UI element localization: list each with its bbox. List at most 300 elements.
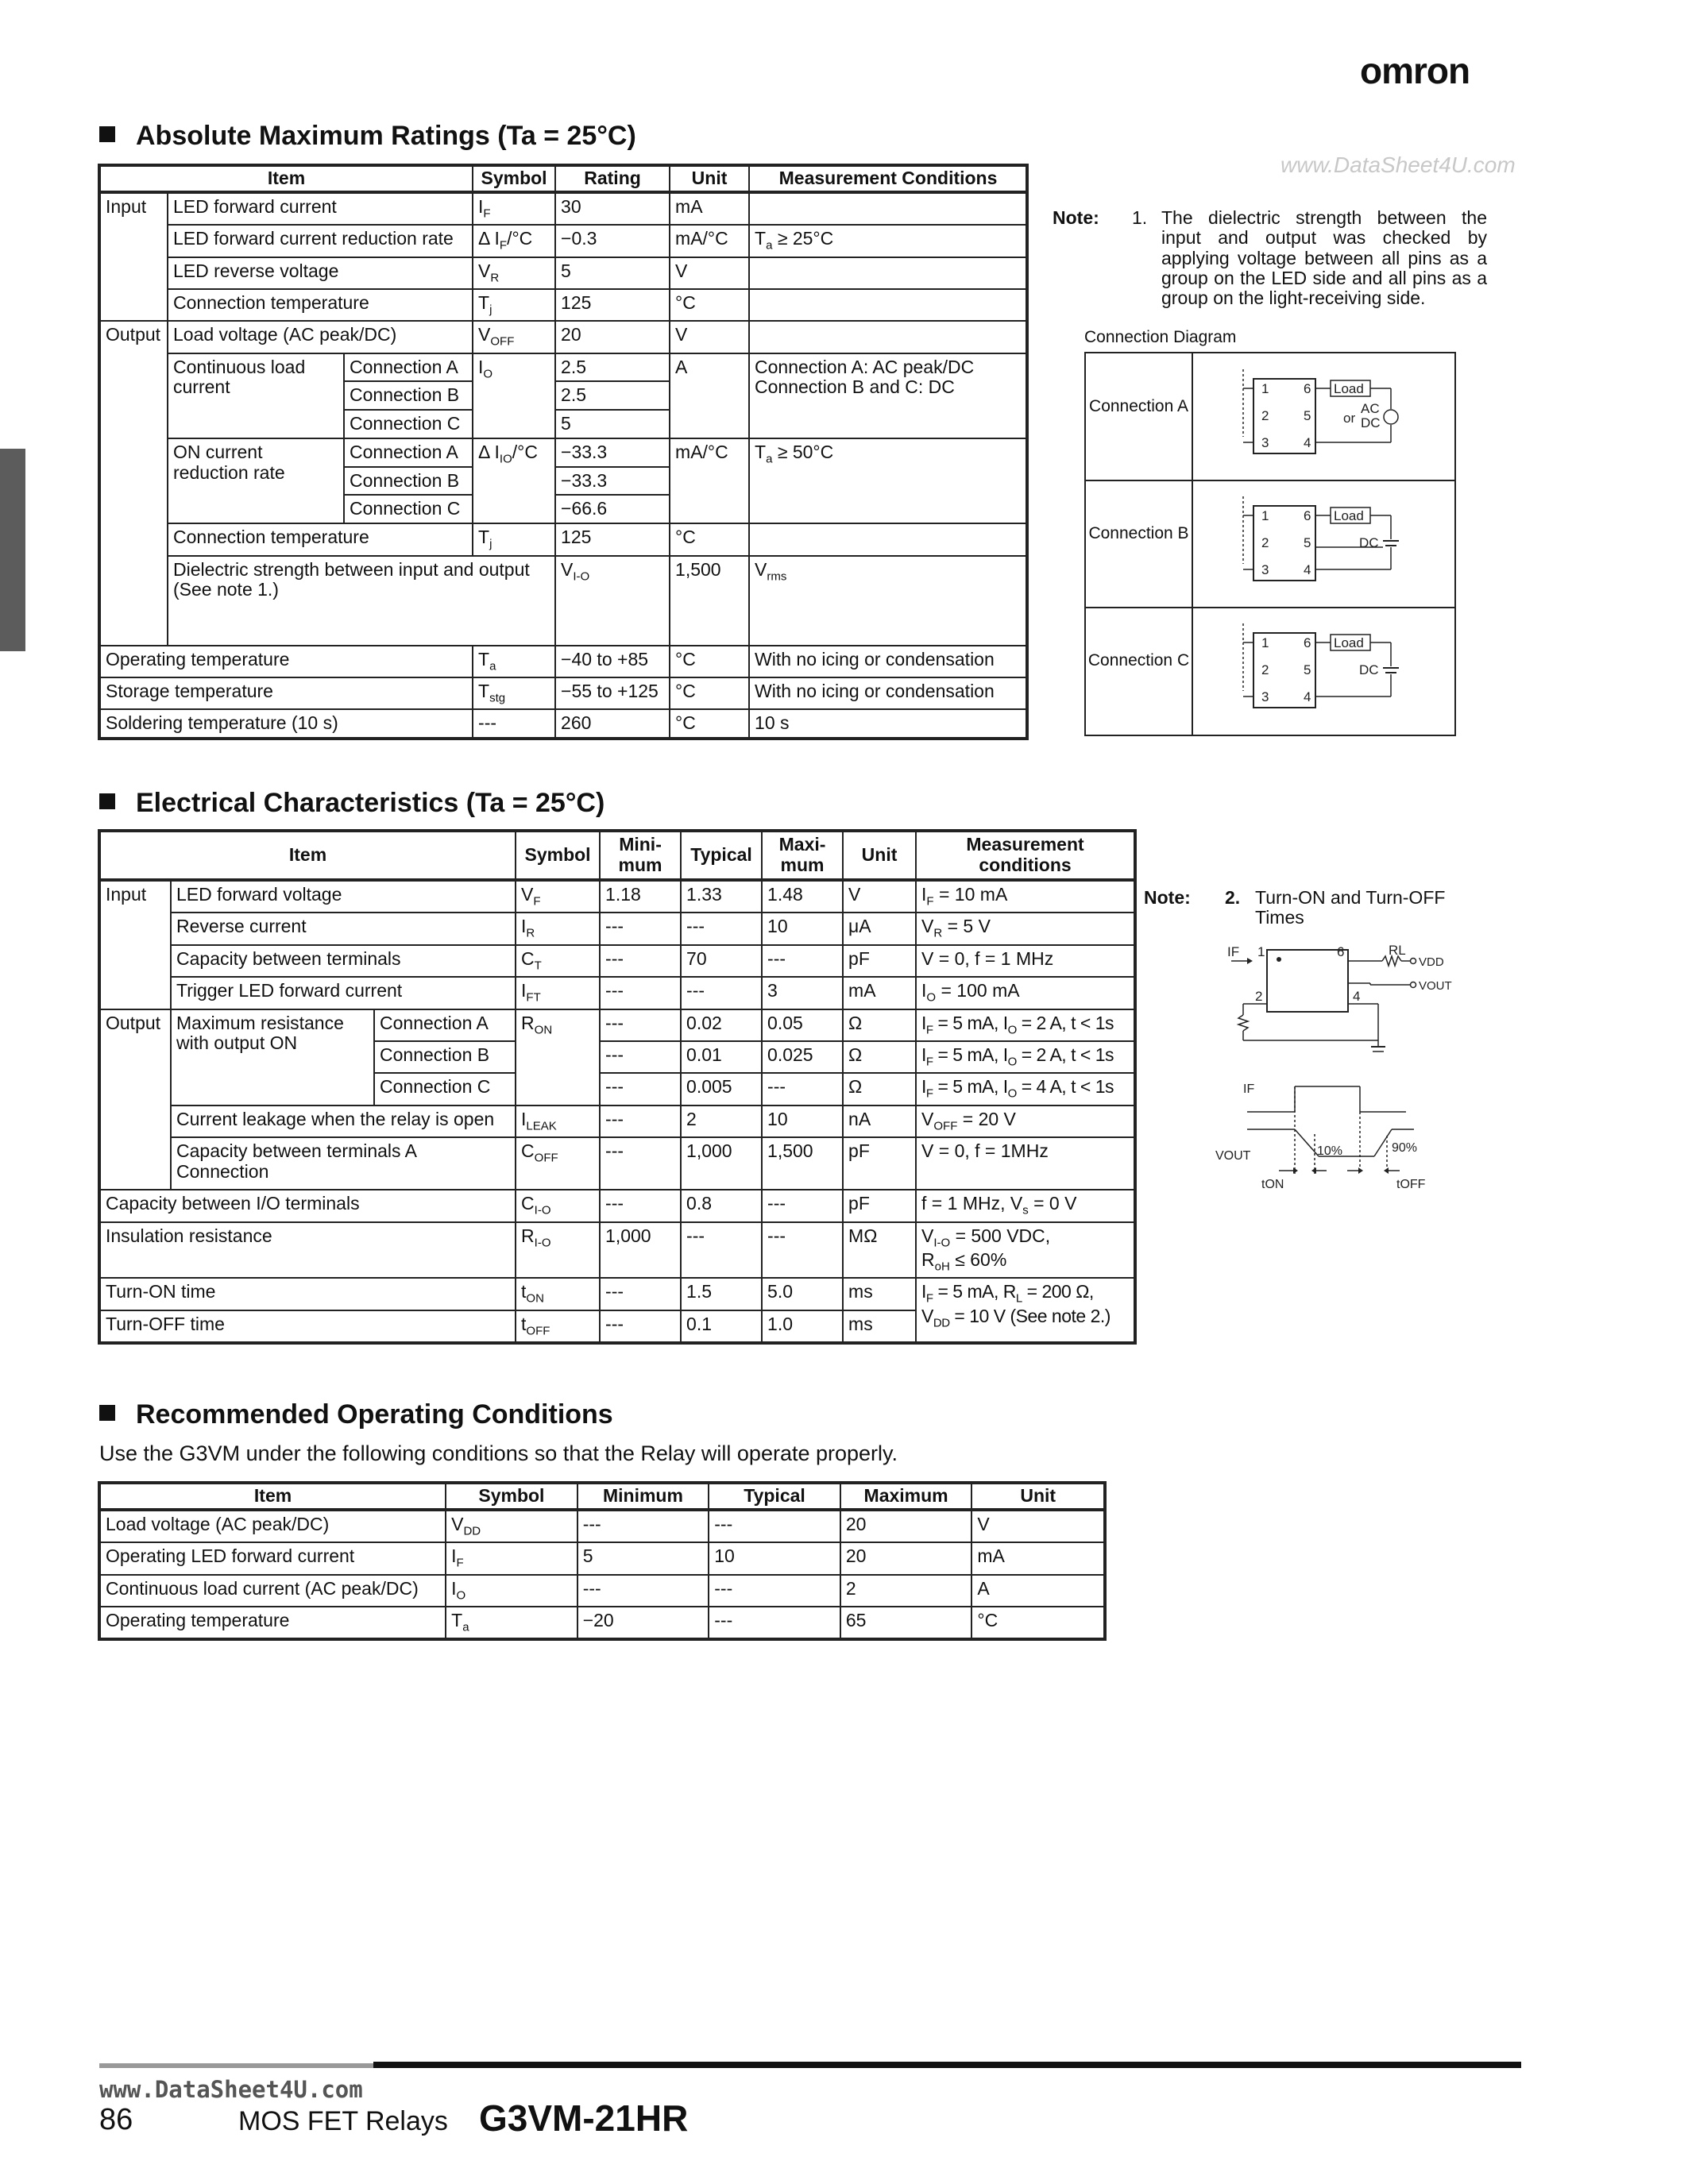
timing-diagram (1215, 936, 1454, 1198)
min: −20 (577, 1607, 709, 1639)
symbol: $C_T$ (516, 945, 600, 977)
row-item: Operating LED forward current (99, 1542, 446, 1574)
rating: 30 (555, 192, 670, 225)
max: --- (762, 1073, 843, 1105)
svg-text:10%: 10% (1317, 1144, 1343, 1158)
connection-label: Connection A (374, 1009, 516, 1041)
table-row (99, 646, 1027, 677)
symbol: $T_j$ (473, 289, 555, 321)
max: 1.0 (762, 1310, 843, 1343)
svg-text:6: 6 (1337, 944, 1345, 959)
symbol: $I_R$ (516, 913, 600, 944)
unit: pF (843, 1190, 916, 1221)
symbol: $I_F$ (446, 1542, 577, 1574)
row-item: Maximum resistance with output ON (171, 1009, 374, 1106)
table-row (99, 1542, 1105, 1574)
unit: pF (843, 1137, 916, 1190)
max: 2 (840, 1575, 972, 1607)
unit: V (843, 880, 916, 913)
typ: 1,000 (681, 1137, 762, 1190)
unit: nA (843, 1106, 916, 1137)
row-item: Continuous load current (168, 353, 344, 438)
model-name: G3VM-21HR (479, 2097, 689, 2139)
connection-diagram-caption: Connection Diagram (1084, 328, 1237, 346)
conditions: $I_F = 5$ mA, $I_O = 2$ A, t < 1s (916, 1041, 1135, 1073)
unit: ms (843, 1278, 916, 1310)
unit: Ω (843, 1041, 916, 1073)
svg-text:Load: Load (1334, 381, 1364, 396)
col-header-unit: Unit (843, 831, 916, 880)
footer-rule (373, 2062, 1521, 2068)
symbol: $t_{OFF}$ (516, 1310, 600, 1343)
typ: 70 (681, 945, 762, 977)
connection-schematics (1194, 353, 1453, 733)
col-header-symbol: Symbol (473, 165, 555, 192)
max: 0.05 (762, 1009, 843, 1041)
rating: 125 (555, 289, 670, 321)
typ: 1.5 (681, 1278, 762, 1310)
svg-text:5: 5 (1304, 662, 1311, 677)
col-header-symbol: Symbol (446, 1483, 577, 1510)
symbol: Δ $I_F/^\circ C$ (473, 225, 555, 257)
rating: −33.3 (555, 438, 670, 467)
min: --- (600, 977, 681, 1009)
conditions (749, 321, 1027, 353)
symbol: $C_{OFF}$ (516, 1137, 600, 1190)
svg-text:or: or (1343, 411, 1356, 426)
conditions: $V_{I-O} = 500$ VDC, $R_{oH} \le 60\%$ (916, 1222, 1135, 1279)
typ: 0.01 (681, 1041, 762, 1073)
group-input: Input (99, 880, 171, 1009)
svg-text:DC: DC (1359, 662, 1379, 677)
svg-text:VOUT: VOUT (1215, 1149, 1251, 1163)
table-row (99, 1190, 1135, 1221)
max: 1,500 (762, 1137, 843, 1190)
typ: --- (709, 1575, 840, 1607)
symbol: $t_{ON}$ (516, 1278, 600, 1310)
unit: mA/°C (670, 438, 749, 523)
svg-text:2: 2 (1261, 408, 1269, 423)
svg-text:1: 1 (1261, 508, 1269, 523)
svg-text:3: 3 (1261, 689, 1269, 704)
table-row (99, 192, 1027, 225)
typ: --- (709, 1510, 840, 1542)
table-row (99, 1009, 1135, 1041)
conditions: $V_{OFF} = 20$ V (916, 1106, 1135, 1137)
min: 1,000 (600, 1222, 681, 1279)
col-header-symbol: Symbol (516, 831, 600, 880)
row-item: Operating temperature (99, 1607, 446, 1639)
table-row (99, 677, 1027, 709)
table-row (99, 1106, 1135, 1137)
col-header-min: Minimum (577, 1483, 709, 1510)
connection-label: Connection A (344, 438, 473, 467)
connection-label: Connection B (344, 467, 473, 496)
footer-watermark: www.DataSheet4U.com (99, 2076, 363, 2103)
max: --- (762, 945, 843, 977)
svg-text:DC: DC (1359, 535, 1379, 550)
col-header-max: Maximum (840, 1483, 972, 1510)
row-item: Connection temperature (168, 523, 473, 555)
note-label: Note: (1053, 207, 1099, 228)
note-text: The dielectric strength between the input and output was checked by applying voltage between all pins as a group on the LED side and all pins as a group on the light-receiving side. (1161, 207, 1487, 309)
table-row (99, 977, 1135, 1009)
unit: Ω (843, 1009, 916, 1041)
note-1 (1053, 207, 1497, 309)
col-header-unit: Unit (971, 1483, 1105, 1510)
omron-logo: omron (1360, 50, 1470, 91)
recommended-table (98, 1481, 1107, 1641)
conditions: $I_F = 5$ mA, $I_O = 2$ A, t < 1s (916, 1009, 1135, 1041)
rating: −33.3 (555, 467, 670, 496)
group-input: Input (99, 192, 168, 322)
section-title-recommended: Recommended Operating Conditions (99, 1399, 613, 1430)
table-row (99, 321, 1027, 353)
svg-text:DC: DC (1361, 415, 1381, 430)
connection-c-label: Connection C (1087, 651, 1190, 669)
col-header-item: Item (99, 165, 473, 192)
row-item: Soldering temperature (10 s) (99, 709, 473, 739)
table-row (99, 1575, 1105, 1607)
unit: °C (670, 709, 749, 739)
symbol: $I_F$ (473, 192, 555, 225)
unit: $V_{rms}$ (749, 556, 1027, 646)
symbol: $I_{FT}$ (516, 977, 600, 1009)
series-name: MOS FET Relays (238, 2106, 448, 2136)
symbol: $T_{stg}$ (473, 677, 555, 709)
typ: --- (709, 1607, 840, 1639)
table-row (99, 1607, 1105, 1639)
svg-text:2: 2 (1261, 662, 1269, 677)
table-row (99, 1510, 1105, 1542)
table-row (99, 945, 1135, 977)
note-number: 1. (1132, 207, 1148, 228)
recommended-intro: Use the G3VM under the following conditions so that the Relay will operate properly. (99, 1441, 898, 1465)
unit: °C (670, 523, 749, 555)
conditions: V = 0, f = 1MHz (916, 1137, 1135, 1190)
abs-max-table (98, 164, 1029, 740)
row-item: Capacity between terminals A Connection (171, 1137, 516, 1190)
svg-text:RL: RL (1389, 943, 1406, 958)
unit: ms (843, 1310, 916, 1343)
row-item: Dielectric strength between input and output (See note 1.) (168, 556, 555, 646)
rating: 125 (555, 523, 670, 555)
svg-text:VDD: VDD (1419, 955, 1444, 969)
typ: 10 (709, 1542, 840, 1574)
conditions (749, 257, 1027, 289)
note-text: Turn-ON and Turn-OFF Times (1255, 887, 1446, 928)
conditions: $I_O = 100$ mA (916, 977, 1135, 1009)
typ: --- (681, 977, 762, 1009)
symbol: --- (473, 709, 555, 739)
min: --- (600, 1009, 681, 1041)
row-item: ON current reduction rate (168, 438, 344, 523)
row-item: Capacity between I/O terminals (99, 1190, 516, 1221)
row-item: Reverse current (171, 913, 516, 944)
note-label: Note: (1144, 887, 1191, 908)
min: --- (600, 1041, 681, 1073)
connection-label: Connection B (374, 1041, 516, 1073)
min: --- (577, 1575, 709, 1607)
row-item: Current leakage when the relay is open (171, 1106, 516, 1137)
symbol: $V_R$ (473, 257, 555, 289)
group-output: Output (99, 1009, 171, 1190)
table-row (99, 880, 1135, 913)
schematic-b (1243, 496, 1399, 581)
row-item: Turn-ON time (99, 1278, 516, 1310)
unit: °C (670, 646, 749, 677)
note-2 (1144, 887, 1493, 928)
row-item: Storage temperature (99, 677, 473, 709)
unit: pF (843, 945, 916, 977)
table-row (99, 225, 1027, 257)
min: --- (577, 1510, 709, 1542)
unit: μA (843, 913, 916, 944)
row-item: LED forward voltage (171, 880, 516, 913)
row-item: Insulation resistance (99, 1222, 516, 1279)
max: 20 (840, 1542, 972, 1574)
conditions (749, 289, 1027, 321)
svg-text:1: 1 (1257, 944, 1265, 959)
min: --- (600, 913, 681, 944)
max: 0.025 (762, 1041, 843, 1073)
rating: 2.5 (555, 381, 670, 410)
typ: 1.33 (681, 880, 762, 913)
connection-label: Connection B (344, 381, 473, 410)
conditions: With no icing or condensation (749, 646, 1027, 677)
table-row (99, 1222, 1135, 1279)
min: --- (600, 1310, 681, 1343)
connection-label: Connection C (374, 1073, 516, 1105)
svg-text:3: 3 (1261, 562, 1269, 577)
page-number: 86 (99, 2103, 133, 2136)
row-item: Load voltage (AC peak/DC) (99, 1510, 446, 1542)
max: 1.48 (762, 880, 843, 913)
svg-text:tOFF: tOFF (1396, 1178, 1426, 1191)
row-item: Operating temperature (99, 646, 473, 677)
svg-text:Load: Load (1334, 635, 1364, 650)
unit: mA/°C (670, 225, 749, 257)
symbol: $C_{I-O}$ (516, 1190, 600, 1221)
unit: °C (670, 677, 749, 709)
svg-text:4: 4 (1304, 435, 1311, 450)
unit: V (670, 321, 749, 353)
symbol: $I_O$ (473, 353, 555, 438)
typ: 0.02 (681, 1009, 762, 1041)
svg-text:1: 1 (1261, 635, 1269, 650)
schematic-a (1243, 369, 1398, 453)
electrical-table (98, 829, 1137, 1345)
rating: −40 to +85 (555, 646, 670, 677)
svg-text:4: 4 (1304, 689, 1311, 704)
min: --- (600, 1190, 681, 1221)
conditions: V = 0, f = 1 MHz (916, 945, 1135, 977)
connection-b-label: Connection B (1088, 524, 1189, 542)
svg-text:6: 6 (1304, 381, 1311, 396)
rating: 260 (555, 709, 670, 739)
symbol: $I_O$ (446, 1575, 577, 1607)
col-header-typ: Typical (709, 1483, 840, 1510)
min: --- (600, 1137, 681, 1190)
row-item: LED forward current (168, 192, 473, 225)
svg-text:1: 1 (1261, 381, 1269, 396)
typ: 0.8 (681, 1190, 762, 1221)
symbol: $V_{I-O}$ (555, 556, 670, 646)
symbol: $I_{LEAK}$ (516, 1106, 600, 1137)
col-header-min: Mini- mum (600, 831, 681, 880)
schematic-c (1243, 623, 1399, 708)
unit: Ω (843, 1073, 916, 1105)
table-row (99, 709, 1027, 739)
table-row (99, 556, 1027, 646)
side-tab-marker (0, 449, 25, 651)
note-number: 2. (1225, 887, 1241, 908)
svg-text:90%: 90% (1392, 1141, 1418, 1155)
min: 5 (577, 1542, 709, 1574)
max: 10 (762, 913, 843, 944)
row-item: Trigger LED forward current (171, 977, 516, 1009)
svg-text:tON: tON (1261, 1178, 1284, 1191)
max: 3 (762, 977, 843, 1009)
conditions: $I_F = 5$ mA, $R_L = 200$ Ω, $V_{DD} = 10$ V (See note 2.) (916, 1278, 1135, 1343)
symbol: $R_{ON}$ (516, 1009, 600, 1106)
min: --- (600, 1278, 681, 1310)
rating: −0.3 (555, 225, 670, 257)
typ: 0.1 (681, 1310, 762, 1343)
conditions: f = 1 MHz, $V_s = 0$ V (916, 1190, 1135, 1221)
conditions (749, 523, 1027, 555)
symbol: $V_{OFF}$ (473, 321, 555, 353)
col-header-item: Item (99, 1483, 446, 1510)
conditions: $T_a \ge 25^\circ C$ (749, 225, 1027, 257)
min: --- (600, 1073, 681, 1105)
rating: −66.6 (555, 495, 670, 523)
symbol: $T_j$ (473, 523, 555, 555)
symbol: $T_a$ (446, 1607, 577, 1639)
conditions (749, 192, 1027, 225)
svg-text:3: 3 (1261, 435, 1269, 450)
table-row (99, 913, 1135, 944)
section-title-abs-max: Absolute Maximum Ratings (Ta = 25°C) (99, 121, 636, 152)
col-header-unit: Unit (670, 165, 749, 192)
symbol: Δ $I_{IO}/^\circ C$ (473, 438, 555, 523)
svg-text:4: 4 (1304, 562, 1311, 577)
unit: mA (843, 977, 916, 1009)
connection-diagram (1084, 352, 1456, 736)
table-row (99, 289, 1027, 321)
table-row (99, 353, 1027, 382)
row-item: LED forward current reduction rate (168, 225, 473, 257)
connection-label: Connection C (344, 495, 473, 523)
typ: --- (681, 1222, 762, 1279)
table-row (99, 1278, 1135, 1310)
svg-text:5: 5 (1304, 535, 1311, 550)
unit: °C (670, 289, 749, 321)
footer-rule-grey (99, 2063, 373, 2068)
rating: 1,500 (670, 556, 749, 646)
row-item: Capacity between terminals (171, 945, 516, 977)
conditions: $T_a \ge 50^\circ C$ (749, 438, 1027, 523)
col-header-rating: Rating (555, 165, 670, 192)
watermark-top: www.DataSheet4U.com (1280, 152, 1516, 177)
conditions: $I_F = 5$ mA, $I_O = 4$ A, t < 1s (916, 1073, 1135, 1105)
table-row (99, 438, 1027, 467)
svg-text:Load: Load (1334, 508, 1364, 523)
unit: A (670, 353, 749, 438)
unit: A (971, 1575, 1105, 1607)
unit: V (670, 257, 749, 289)
min: 1.18 (600, 880, 681, 913)
conditions: $I_F = 10$ mA (916, 880, 1135, 913)
conditions: $V_R = 5$ V (916, 913, 1135, 944)
table-row (99, 1137, 1135, 1190)
unit: mA (971, 1542, 1105, 1574)
svg-text:4: 4 (1353, 989, 1361, 1004)
col-header-typ: Typical (681, 831, 762, 880)
section-title-electrical: Electrical Characteristics (Ta = 25°C) (99, 788, 605, 819)
typ: 0.005 (681, 1073, 762, 1105)
svg-text:6: 6 (1304, 635, 1311, 650)
max: 20 (840, 1510, 972, 1542)
conditions: Connection A: AC peak/DC Connection B and C: DC (749, 353, 1027, 438)
rating: 2.5 (555, 353, 670, 382)
group-output: Output (99, 321, 168, 645)
symbol: $T_a$ (473, 646, 555, 677)
connection-label: Connection C (344, 410, 473, 438)
svg-text:IF: IF (1227, 944, 1240, 959)
symbol: $R_{I-O}$ (516, 1222, 600, 1279)
row-item: LED reverse voltage (168, 257, 473, 289)
svg-text:IF: IF (1243, 1082, 1255, 1096)
connection-label: Connection A (344, 353, 473, 382)
max: 10 (762, 1106, 843, 1137)
svg-text:AC: AC (1361, 401, 1380, 416)
max: --- (762, 1222, 843, 1279)
svg-text:5: 5 (1304, 408, 1311, 423)
unit: mA (670, 192, 749, 225)
rating: 20 (555, 321, 670, 353)
svg-text:VOUT: VOUT (1419, 979, 1452, 993)
unit: V (971, 1510, 1105, 1542)
rating: 5 (555, 410, 670, 438)
typ: --- (681, 913, 762, 944)
max: --- (762, 1190, 843, 1221)
min: --- (600, 945, 681, 977)
svg-text:2: 2 (1261, 535, 1269, 550)
conditions: With no icing or condensation (749, 677, 1027, 709)
conditions: 10 s (749, 709, 1027, 739)
col-header-item: Item (99, 831, 516, 880)
typ: 2 (681, 1106, 762, 1137)
max: 65 (840, 1607, 972, 1639)
row-item: Load voltage (AC peak/DC) (168, 321, 473, 353)
col-header-max: Maxi- mum (762, 831, 843, 880)
symbol: $V_F$ (516, 880, 600, 913)
row-item: Turn-OFF time (99, 1310, 516, 1343)
row-item: Continuous load current (AC peak/DC) (99, 1575, 446, 1607)
rating: 5 (555, 257, 670, 289)
col-header-conditions: Measurement Conditions (749, 165, 1027, 192)
max: 5.0 (762, 1278, 843, 1310)
symbol: $V_{DD}$ (446, 1510, 577, 1542)
min: --- (600, 1106, 681, 1137)
table-row (99, 523, 1027, 555)
rating: −55 to +125 (555, 677, 670, 709)
unit: MΩ (843, 1222, 916, 1279)
unit: °C (971, 1607, 1105, 1639)
col-header-conditions: Measurement conditions (916, 831, 1135, 880)
row-item: Connection temperature (168, 289, 473, 321)
